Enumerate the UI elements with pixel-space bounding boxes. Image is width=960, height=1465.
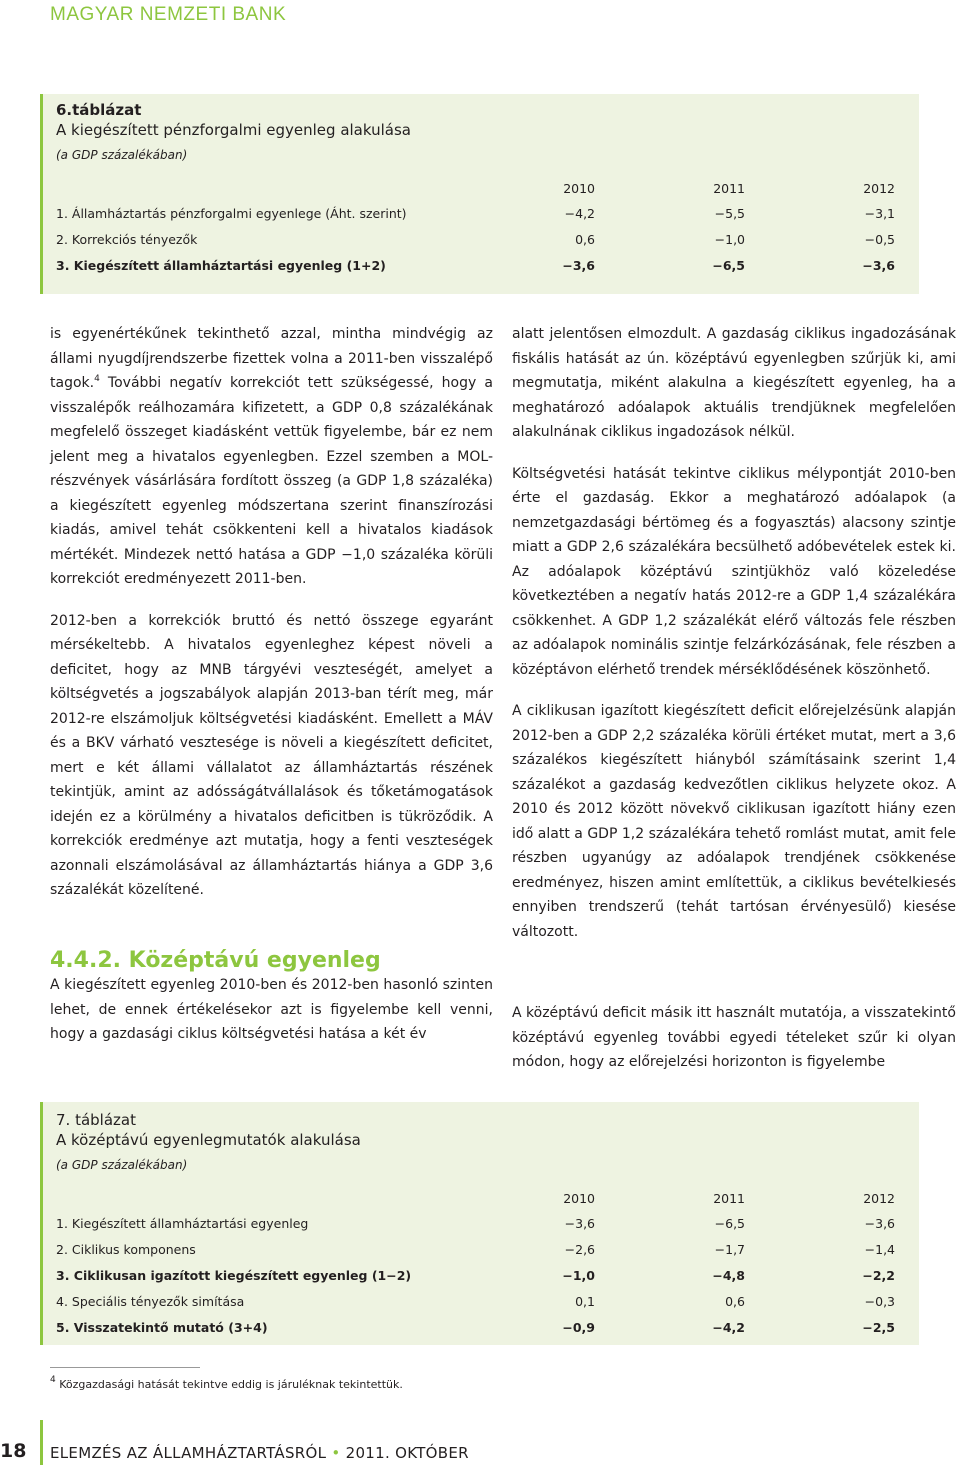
- footer-title: [50, 1444, 469, 1462]
- table-row: [56, 1314, 895, 1340]
- header-brand: MAGYAR NEMZETI BANK: [50, 4, 287, 25]
- cell-value: −0,3: [864, 1293, 895, 1309]
- paragraph: [50, 322, 493, 592]
- footer-date: 2011. OKTÓBER: [345, 1444, 469, 1462]
- cell-value: −4,2: [712, 1319, 745, 1335]
- table-7: [56, 1186, 895, 1340]
- table-accent-bar: [40, 1102, 43, 1345]
- body-column-left-lower: [50, 973, 493, 1047]
- table-row: [56, 1262, 895, 1288]
- year-header: 2012: [863, 1190, 895, 1206]
- row-label: 5. Visszatekintő mutató (3+4): [56, 1319, 268, 1335]
- footer-divider: [40, 1420, 43, 1465]
- paragraph-text: is egyenértékűnek tekinthető azzal, mintha mindvégig az állami nyugdíjrendszerbe fizettek volna a 2011-ben visszalépő tagok.: [50, 326, 493, 391]
- paragraph: 2012-ben a korrekciók bruttó és nettó összege egyaránt mérsékeltebb. A hivatalos egyenleghez képest növeli a deficitet, hogy az MNB tárgyévi veszteségét, amelyet a költségvetés a jogszabályok alapján 2013-ban térít meg, már 2012-re elszámoljuk költségvetési kiadásként. Emellett a MÁV és a BKV várható vesztesége is növeli a kiegészített deficitet, mert e két állami vállalatot az államháztartás részének tekintjük, amint az adósságátvállalások és tőketámogatások idején ez a körülmény a hivatalos deficitben is tükröződik. A korrekciók eredménye azt mutatja, hogy a fenti veszteségek azonnali elszámolásával az államháztartás hiánya a GDP 3,6 százalékát közelítené.: [50, 612, 493, 898]
- table-header-row: [56, 176, 895, 200]
- table-row: [56, 252, 895, 278]
- body-column-right: [512, 322, 956, 944]
- table-row: [56, 1288, 895, 1314]
- row-label: 3. Kiegészített államháztartási egyenleg (1+2): [56, 257, 386, 273]
- footer-bullet: •: [331, 1444, 341, 1462]
- section-title: 4.4.2. Középtávú egyenleg: [50, 948, 381, 973]
- cell-value: −4,2: [564, 205, 595, 221]
- cell-value: −1,0: [714, 231, 745, 247]
- table-row: [56, 200, 895, 226]
- table-7-title: A középtávú egyenlegmutatók alakulása: [56, 1131, 361, 1149]
- cell-value: −0,5: [864, 231, 895, 247]
- cell-value: −3,6: [564, 1215, 595, 1231]
- row-label: 3. Ciklikusan igazított kiegészített egyenleg (1−2): [56, 1267, 412, 1283]
- table-7-box: [40, 1102, 919, 1345]
- cell-value: 0,6: [725, 1293, 745, 1309]
- table-6-title: A kiegészített pénzforgalmi egyenleg alakulása: [56, 121, 411, 139]
- body-column-left: [50, 322, 493, 903]
- row-label: 1. Államháztartás pénzforgalmi egyenlege (Áht. szerint): [56, 205, 407, 221]
- cell-value: −5,5: [714, 205, 745, 221]
- table-6: [56, 176, 895, 278]
- cell-value: −4,8: [712, 1267, 745, 1283]
- footnote-mark: 4: [50, 1375, 56, 1385]
- paragraph: A ciklikusan igazított kiegészített deficit előrejelzésünk alapján 2012-ben a GDP 2,2 százaléka körüli értéket mutat, mert a 3,6 százalékos kiegészített hiányból számításaink szerint 1,4 százalékot a gazdaság kedvezőtlen ciklikus helyzete okoz. A 2010 és 2012 között növekvő ciklikusan igazított hiány ezen idő alatt a GDP 1,2 százalékára tehető romlást mutat, amit fele részben ugyanúgy az adóalapok trendjének csökkenése eredményez, hiszen amint említettük, a ciklikus bevételkiesés ennyiben trendszerű (tehát tartósan érvényesülő) kiesése változott.: [512, 703, 956, 940]
- paragraph: alatt jelentősen elmozdult. A gazdaság ciklikus ingadozásának fiskális hatását az ún. középtávú egyenlegben szűrjük ki, ami megmutatja, miként alakulna a kiegészített egyenleg, ha a meghatározó adóalapok aktuális trendjüknek megfelelően alakulnának ciklikus ingadozások nélkül.: [512, 326, 956, 440]
- row-label: 4. Speciális tényezők simítása: [56, 1293, 245, 1309]
- year-header: 2010: [563, 1190, 595, 1206]
- cell-value: −3,6: [862, 257, 895, 273]
- table-6-unit: (a GDP százalékában): [56, 148, 188, 162]
- cell-value: 0,6: [575, 231, 595, 247]
- row-label: 2. Korrekciós tényezők: [56, 231, 198, 247]
- cell-value: −3,6: [562, 257, 595, 273]
- cell-value: −6,5: [714, 1215, 745, 1231]
- cell-value: −2,2: [862, 1267, 895, 1283]
- table-accent-bar: [40, 94, 43, 294]
- cell-value: −1,0: [562, 1267, 595, 1283]
- year-header: 2010: [563, 180, 595, 196]
- table-7-unit: (a GDP százalékában): [56, 1158, 188, 1172]
- cell-value: −1,7: [714, 1241, 745, 1257]
- row-label: 1. Kiegészített államháztartási egyenleg: [56, 1215, 309, 1231]
- paragraph: Költségvetési hatását tekintve ciklikus mélypontját 2010-ben érte el gazdaság. Ekkor a meghatározó adóalapok (a nemzetgazdasági bértömeg és a fogyasztás) alacsony szintje miatt a GDP 2,6 százalékára becsülhető adóbevételek estek ki. Az adóalapok középtávú szintjükhöz való közeledése következtében a negatív hatás 2012-re a GDP 1,4 százalékára csökkenhet. A GDP 1,2 százalékát elérő változás fele részben az adóalapok nominális szintje felzárkózásának, fele részben a középtávon elérhető trendek mérséklődésének köszönhető.: [512, 465, 956, 678]
- paragraph-text: További negatív korrekciót tett szükségessé, hogy a visszalépők reálhozamára kifizetett, a GDP 0,8 százalékának megfelelő összeget kiadásként vettük figyelembe, bár ez nem jelent meg a hivatalos egyenlegben. Ezzel szemben a MOL-részvények vásárlására fordított összeg (a GDP 1,8 százaléka) a kiegészített egyenleg módszertana szerint finanszírozási kiadás, amivel tehát csökkenteni kell a hivatalos kiadások mértékét. Mindezek nettó hatása a GDP −1,0 százaléka körüli korrekciót eredményezett 2011-ben.: [50, 375, 493, 587]
- table-6-number: 6.táblázat: [56, 101, 142, 119]
- year-header: 2012: [863, 180, 895, 196]
- paragraph: A kiegészített egyenleg 2010-ben és 2012-ben hasonló szinten lehet, de ennek értékelésekor azt is figyelembe kell venni, hogy a gazdasági ciklus költségvetési hatása a két év: [50, 977, 493, 1042]
- cell-value: −0,9: [562, 1319, 595, 1335]
- footnote: [50, 1377, 403, 1393]
- body-column-right-lower: [512, 1001, 956, 1075]
- footer-title-text: ELEMZÉS AZ ÁLLAMHÁZTARTÁSRÓL: [50, 1444, 327, 1462]
- cell-value: −1,4: [864, 1241, 895, 1257]
- table-row: [56, 1236, 895, 1262]
- table-header-row: [56, 1186, 895, 1210]
- cell-value: −2,5: [862, 1319, 895, 1335]
- page-number: 18: [0, 1440, 27, 1462]
- table-row: [56, 1210, 895, 1236]
- year-header: 2011: [713, 180, 745, 196]
- table-7-number: 7. táblázat: [56, 1111, 136, 1129]
- cell-value: −6,5: [712, 257, 745, 273]
- cell-value: −2,6: [564, 1241, 595, 1257]
- cell-value: −3,6: [864, 1215, 895, 1231]
- cell-value: 0,1: [575, 1293, 595, 1309]
- cell-value: −3,1: [864, 205, 895, 221]
- year-header: 2011: [713, 1190, 745, 1206]
- row-label: 2. Ciklikus komponens: [56, 1241, 196, 1257]
- paragraph: A középtávú deficit másik itt használt mutatója, a visszatekintő középtávú egyenleg további egyedi tételeket szűr ki olyan módon, hogy az előrejelzési horizonton is figyelembe: [512, 1005, 956, 1070]
- table-6-box: [40, 94, 919, 294]
- footnote-text: Közgazdasági hatását tekintve eddig is járuléknak tekintettük.: [55, 1378, 403, 1391]
- table-row: [56, 226, 895, 252]
- footnote-ref: 4: [94, 374, 100, 384]
- footnote-divider: [50, 1367, 200, 1368]
